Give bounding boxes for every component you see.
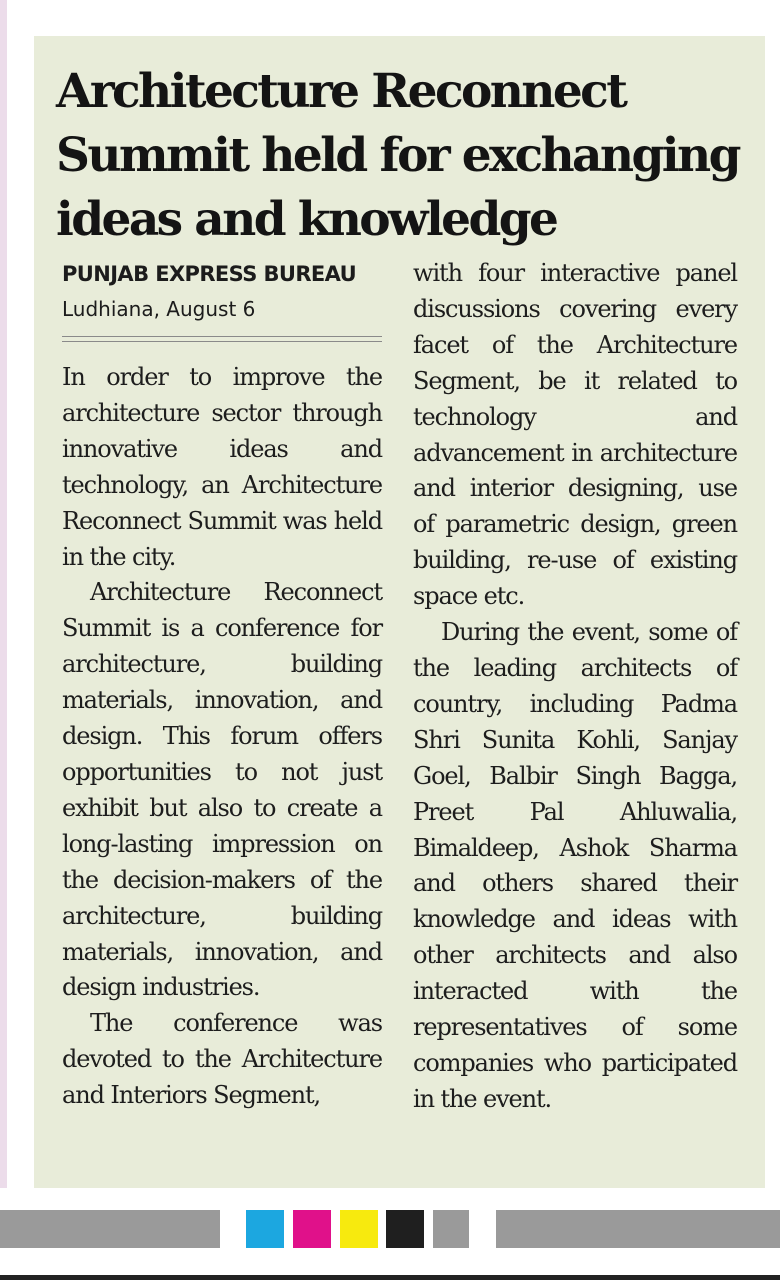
print-cyan-swatch (246, 1210, 284, 1248)
page-bottom-rule (0, 1275, 780, 1280)
print-magenta-swatch (293, 1210, 331, 1248)
headline: Architecture Reconnect Summit held for exchanging ideas and knowledge (56, 64, 739, 247)
news-article (34, 36, 765, 1188)
print-registration-bar (496, 1210, 780, 1248)
paragraph: Architecture Reconnect Summit is a conference for architecture, building materials, innovation, and design. This forum offers opportunities to not just exhibit but also to create a long-lasting impression on the decision-makers of the architecture, building materials, innovation, and design industries. (62, 578, 382, 1002)
byline-organization: PUNJAB EXPRESS BUREAU (62, 262, 357, 286)
paragraph: During the event, some of the leading architects of country, including Padma Shri Sunita Kohli, Sanjay Goel, Balbir Singh Bagga, Preet Pal Ahluwalia, Bimaldeep, Ashok Sharma and others shared their knowledge and ideas with other architects and also interacted with the representatives of some companies who participated in the event. (413, 618, 737, 1113)
left-column (62, 256, 382, 1114)
paragraph: with four interactive panel discussions covering every facet of the Architecture Segment, be it related to technology and advancement in architecture and interior designing, use of parametric design, green building, re-use of existing space etc. (413, 259, 737, 611)
print-registration-bar (0, 1210, 220, 1248)
byline-dateline: Ludhiana, August 6 (62, 297, 256, 321)
print-yellow-swatch (340, 1210, 378, 1248)
print-black-swatch (386, 1210, 424, 1248)
adjacent-column-edge (0, 0, 7, 1188)
right-column (413, 256, 737, 1118)
paragraph: The conference was devoted to the Architecture and Interiors Segment, (62, 1009, 382, 1110)
paragraph: In order to improve the architecture sector through innovative ideas and technology, an Architecture Reconnect Summit was held in the city. (62, 363, 382, 571)
byline-divider (62, 336, 382, 342)
print-gray-swatch (433, 1210, 469, 1248)
